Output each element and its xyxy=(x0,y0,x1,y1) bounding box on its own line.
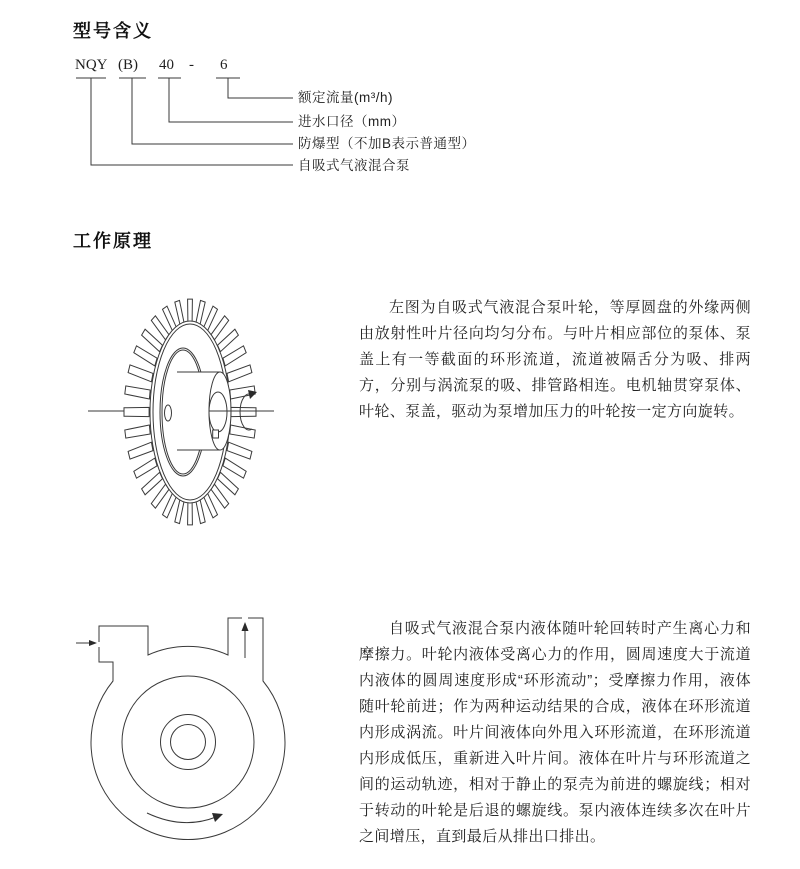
model-code-series: NQY xyxy=(75,57,108,73)
pump-body-outline-right xyxy=(91,618,285,840)
impeller-blade xyxy=(227,365,252,382)
model-label-rated-flow: 额定流量(m³/h) xyxy=(298,90,393,105)
principle-paragraph-impeller: 左图为自吸式气液混合泵叶轮，等厚圆盘的外缘两侧由放射性叶片径向均匀分布。与叶片相应部位的泵体、泵盖上有一等截面的环形流道，流道被隔舌分为吸、排两方，分别与涡流泵的吸、排管路相连。电机轴贯穿泵体、叶轮、泵盖，驱动为泵增加压力的叶轮按一定方向旋转。 xyxy=(359,299,751,420)
impeller-blade xyxy=(142,329,163,352)
impeller-blade xyxy=(128,442,153,459)
impeller-blade xyxy=(223,346,246,366)
impeller-blade xyxy=(227,442,252,459)
leader-line-inlet-path xyxy=(169,78,293,122)
impeller-blade xyxy=(188,502,193,525)
leader-line-variant-path xyxy=(132,78,293,144)
impeller-blade xyxy=(142,472,163,495)
pump-impeller-circle xyxy=(122,676,254,808)
impeller-blade xyxy=(223,458,246,478)
pump-section-figure xyxy=(60,600,380,865)
impeller-blade xyxy=(218,472,239,495)
impeller-blade xyxy=(218,329,239,352)
model-label-explosion-proof: 防爆型（不加B表示普通型） xyxy=(298,136,476,151)
impeller-figure xyxy=(68,283,308,548)
impeller-blade xyxy=(134,458,157,478)
impeller-blade xyxy=(151,484,169,508)
impeller-blade xyxy=(125,425,150,438)
impeller-blade xyxy=(211,484,229,508)
model-code-variant: (B) xyxy=(118,57,138,73)
impeller-blade xyxy=(134,346,157,366)
impeller-blade xyxy=(188,299,193,322)
outlet-arrow-icon xyxy=(242,622,249,631)
section-title-working-principle: 工作原理 xyxy=(73,231,153,251)
impeller-blade xyxy=(230,425,255,438)
pump-hub-inner-circle xyxy=(171,725,206,760)
impeller-blade xyxy=(196,499,205,523)
impeller-blade xyxy=(231,407,256,416)
impeller-blade xyxy=(175,300,184,324)
pump-hub-outer-circle xyxy=(161,715,216,770)
impeller-blade xyxy=(163,493,177,518)
impeller-blade xyxy=(204,493,218,518)
inlet-arrow-icon xyxy=(89,640,97,646)
rotation-arrowhead-icon xyxy=(248,390,257,399)
impeller-blade xyxy=(211,316,229,340)
rotation-direction-arc xyxy=(147,813,216,823)
keyway-slot xyxy=(213,430,219,438)
pump-body-outline-left xyxy=(99,618,242,655)
impeller-blade xyxy=(151,316,169,340)
section-title-model-meaning: 型号含义 xyxy=(73,21,153,41)
impeller-blade xyxy=(163,306,177,331)
model-code-flow: 6 xyxy=(220,57,228,73)
impeller-blade xyxy=(128,365,153,382)
impeller-blade xyxy=(124,407,149,416)
model-label-pump-type: 自吸式气液混合泵 xyxy=(298,158,410,173)
principle-paragraph-flow: 自吸式气液混合泵内液体随叶轮回转时产生离心力和摩擦力。叶轮内液体受离心力的作用，圆周速度大于流道内液体的圆周速度形成“环形流动”；受摩擦力作用，液体随叶轮前进；作为两种运动结果的合成，液体在环形流道内形成涡流。叶片间液体向外甩入环形流道，在环形流道内形成低压，重新进入叶片间。液体在叶片与环形流道之间的运动轨迹，相对于静止的泵壳为前进的螺旋线；相对于转动的叶轮是后退的螺旋线。泵内液体连续多次在叶片之间增压，直到最后从排出口排出。 xyxy=(359,620,751,845)
impeller-blade xyxy=(204,306,218,331)
shaft-hole xyxy=(209,392,227,432)
leader-line-flow-path xyxy=(228,78,293,98)
model-code-inlet-size: 40 xyxy=(159,57,174,73)
model-diagram-lines xyxy=(60,50,300,180)
rotation-direction-arrowhead-icon xyxy=(212,813,223,822)
impeller-blade xyxy=(196,300,205,324)
impeller-blade xyxy=(175,499,184,523)
balance-hole xyxy=(165,405,172,421)
model-label-inlet-diameter: 进水口径（mm） xyxy=(298,114,406,129)
model-code-dash: - xyxy=(189,57,194,73)
impeller-blade xyxy=(125,386,150,399)
